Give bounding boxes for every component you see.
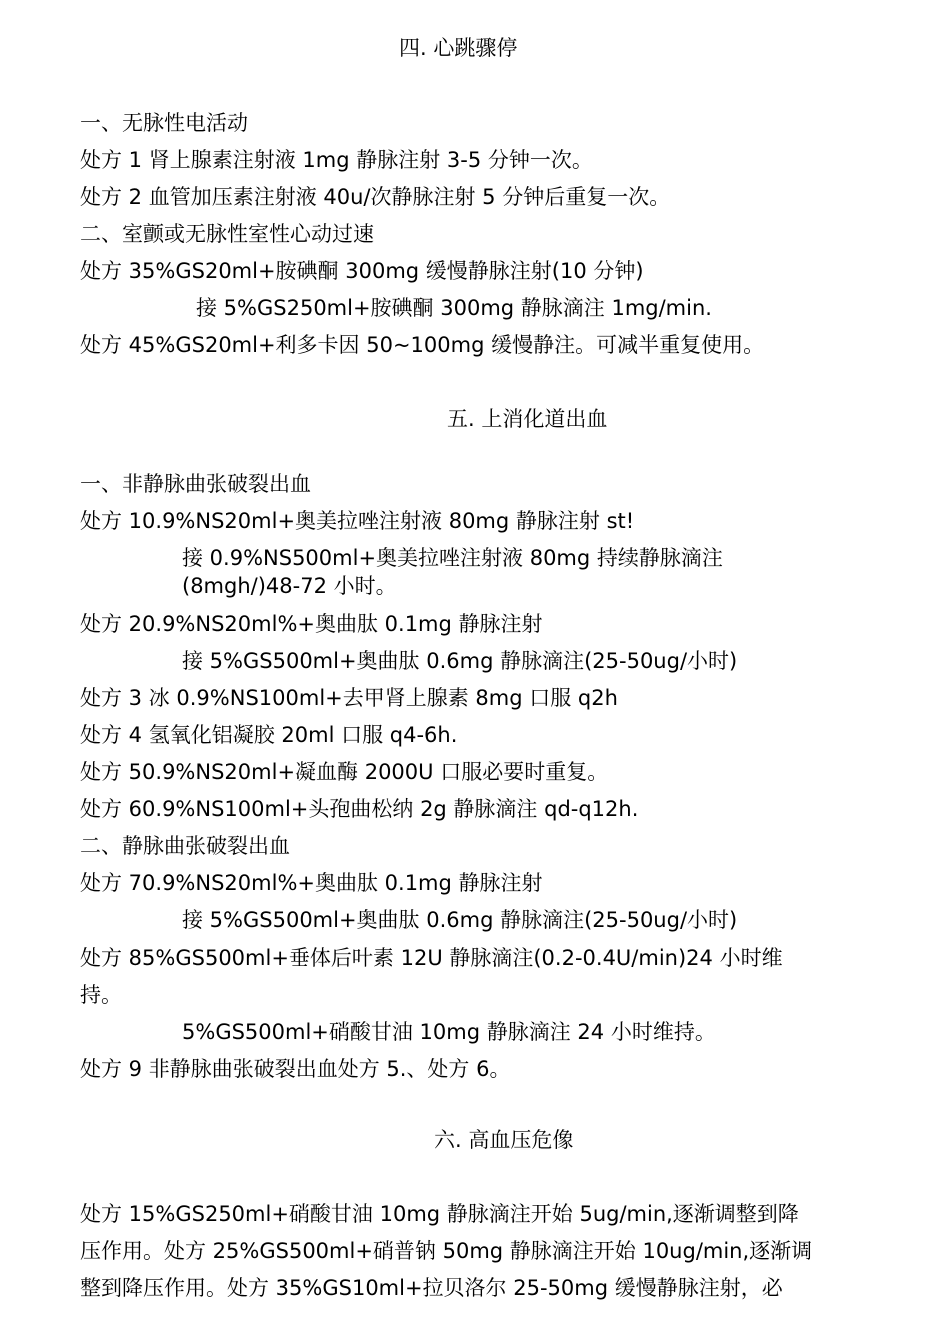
prescription-line: 处方 45%GS20ml+利多卡因 50~100mg 缓慢静注。可减半重复使用。 <box>80 333 765 357</box>
prescription-line: 处方 20.9%NS20ml%+奥曲肽 0.1mg 静脉注射 <box>80 612 543 636</box>
prescription-line-indented: 5%GS500ml+硝酸甘油 10mg 静脉滴注 24 小时维持。 <box>182 1020 716 1044</box>
prescription-line: 处方 60.9%NS100ml+头孢曲松纳 2g 静脉滴注 qd-q12h. <box>80 797 639 821</box>
prescription-line-indented: 接 5%GS500ml+奥曲肽 0.6mg 静脉滴注(25-50ug/小时) <box>182 649 738 673</box>
prescription-line: 处方 1 肾上腺素注射液 1mg 静脉注射 3-5 分钟一次。 <box>80 148 593 172</box>
paragraph-line: 整到降压作用。处方 35%GS10ml+拉贝洛尔 25-50mg 缓慢静脉注射，必 <box>80 1276 783 1300</box>
subheading-variceal: 二、静脉曲张破裂出血 <box>80 834 290 858</box>
prescription-line-indented: 接 5%GS250ml+胺碘酮 300mg 静脉滴注 1mg/min. <box>196 296 712 320</box>
prescription-line: 处方 70.9%NS20ml%+奥曲肽 0.1mg 静脉注射 <box>80 871 543 895</box>
subheading-pea: 一、无脉性电活动 <box>80 111 248 135</box>
prescription-line: 处方 2 血管加压素注射液 40u/次静脉注射 5 分钟后重复一次。 <box>80 185 671 209</box>
section-title-cardiac-arrest: 四. 心跳骤停 <box>399 36 518 60</box>
section-title-gi-bleeding: 五. 上消化道出血 <box>447 407 608 431</box>
prescription-line-indented: (8mgh/)48-72 小时。 <box>182 574 397 598</box>
subheading-non-variceal: 一、非静脉曲张破裂出血 <box>80 472 311 496</box>
prescription-line: 处方 9 非静脉曲张破裂出血处方 5.、处方 6。 <box>80 1057 511 1081</box>
section-title-hypertensive-crisis: 六. 高血压危像 <box>434 1128 574 1152</box>
paragraph-line: 处方 15%GS250ml+硝酸甘油 10mg 静脉滴注开始 5ug/min,逐渐调整到降 <box>80 1202 799 1226</box>
prescription-line: 处方 35%GS20ml+胺碘酮 300mg 缓慢静脉注射(10 分钟) <box>80 259 644 283</box>
prescription-line: 处方 85%GS500ml+垂体后叶素 12U 静脉滴注(0.2-0.4U/min)24 小时维 <box>80 946 783 970</box>
prescription-line-indented: 接 0.9%NS500ml+奥美拉唑注射液 80mg 持续静脉滴注 <box>182 546 723 570</box>
prescription-line: 处方 4 氢氧化铝凝胶 20ml 口服 q4-6h. <box>80 723 458 747</box>
paragraph-line: 压作用。处方 25%GS500ml+硝普钠 50mg 静脉滴注开始 10ug/min,逐渐调 <box>80 1239 813 1263</box>
prescription-line: 处方 10.9%NS20ml+奥美拉唑注射液 80mg 静脉注射 st! <box>80 509 635 533</box>
subheading-vf: 二、室颤或无脉性室性心动过速 <box>80 222 374 246</box>
prescription-line: 处方 3 冰 0.9%NS100ml+去甲肾上腺素 8mg 口服 q2h <box>80 686 618 710</box>
prescription-line: 处方 50.9%NS20ml+凝血酶 2000U 口服必要时重复。 <box>80 760 609 784</box>
prescription-line-indented: 接 5%GS500ml+奥曲肽 0.6mg 静脉滴注(25-50ug/小时) <box>182 908 738 932</box>
prescription-line-continued: 持。 <box>80 983 122 1007</box>
